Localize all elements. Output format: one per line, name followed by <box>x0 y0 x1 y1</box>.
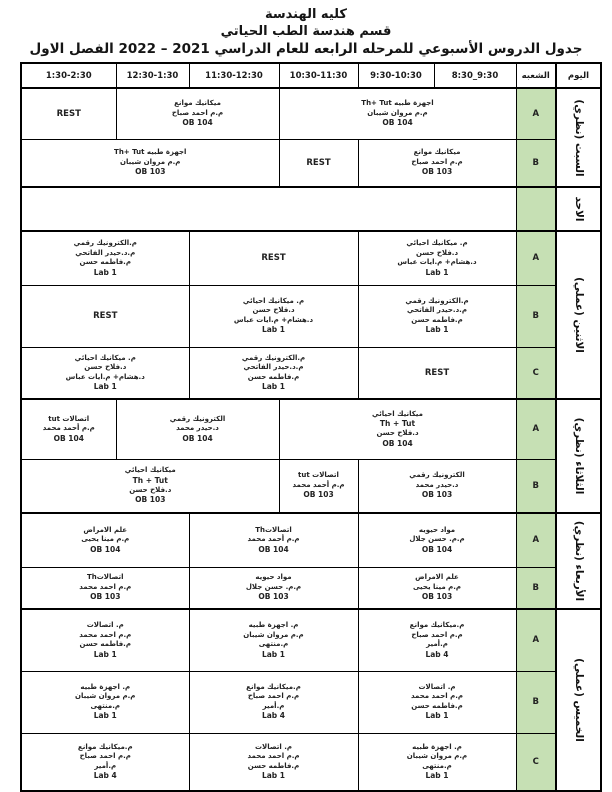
empty-cell <box>21 187 516 231</box>
timetable-row <box>21 285 601 347</box>
class-cell <box>21 459 279 513</box>
cell-line: OB 104 <box>421 544 453 554</box>
cell-line: م.م احمد صباح <box>247 692 300 701</box>
class-cell <box>358 513 516 567</box>
class-cell <box>358 459 516 513</box>
cell-line: Lab 1 <box>261 382 286 391</box>
class-cell <box>21 567 189 609</box>
cell-line: م.فاطمه حسن <box>247 372 300 381</box>
cell-line: م. اجهزة طبيه <box>248 621 299 629</box>
cell-line: Lab 1 <box>93 649 117 659</box>
cell-line: م.فاطمه حسن <box>411 701 463 710</box>
cell-line: Lab 1 <box>425 711 449 721</box>
cell-line: ميكانيك احيائي <box>124 466 176 475</box>
day-label: الاثنين (عملي) <box>556 231 601 399</box>
timetable-row <box>21 459 601 513</box>
cell-line: OB 104 <box>382 438 413 448</box>
cell-line: م.م احمد محمد <box>79 582 132 591</box>
timetable-row <box>21 399 601 459</box>
header-time-2: 10:30-11:30 <box>279 63 358 88</box>
cell-line: م.فاطمه حسن <box>411 315 463 324</box>
cell-line: د.فلاح حسن <box>376 429 419 438</box>
timetable-row <box>21 567 601 609</box>
cell-line: م.ميكانيك موانع <box>409 621 465 629</box>
section-cell <box>516 187 556 231</box>
cell-line: م. ميكانيك احيائي <box>74 353 136 362</box>
cell-line: م.منتهى <box>422 761 452 770</box>
college-title: كليه الهندسة <box>265 7 347 22</box>
cell-line: م.منتهى <box>258 640 289 648</box>
section-cell: A <box>516 399 556 459</box>
section-cell: B <box>516 671 556 733</box>
cell-line: م.م احمد محمد <box>410 692 464 701</box>
cell-line: Lab 1 <box>261 649 286 659</box>
timetable-row <box>21 231 601 285</box>
class-cell <box>358 733 516 791</box>
cell-line: م. اتصالات <box>86 621 124 629</box>
cell-line: د.هشام+ م.ايات عباس <box>233 315 314 324</box>
cell-line: م.م أحمد محمد <box>42 424 95 433</box>
schedule-title: جدول الدروس الأسبوعي للمرحله الرابعه للعام الدراسي 2021 – 2022 الفصل الاول <box>29 41 583 57</box>
class-cell <box>21 139 279 187</box>
cell-line: م.م مينا يحيى <box>81 535 130 544</box>
cell-line: م.م مروان شيبان <box>406 752 468 760</box>
page-titles <box>0 6 612 58</box>
cell-line: Lab 1 <box>425 771 449 780</box>
cell-line: م.د.حيدر الفاتحي <box>407 306 467 315</box>
cell-line: د.حيدر محمد <box>176 424 219 433</box>
cell-line: م.منتهى <box>90 701 121 710</box>
cell-line: Lab 1 <box>93 267 117 277</box>
class-cell <box>116 399 279 459</box>
cell-line: م.د.حيدر الفاتحي <box>243 363 304 371</box>
header-time-3: 11:30-12:30 <box>189 63 279 88</box>
cell-line: م.الكترونيك رقمي <box>405 296 469 305</box>
cell-line: Th + Tut <box>379 419 416 429</box>
cell-line: م.م. حسن جلال <box>409 535 465 544</box>
cell-line: اتصالات tut <box>298 471 339 480</box>
cell-line: م.م مروان شيبان <box>75 692 136 701</box>
class-cell <box>21 733 189 791</box>
cell-line: OB 103 <box>303 490 334 500</box>
cell-line: اجهزة طبيه Th+ Tut <box>114 148 187 157</box>
cell-line: OB 103 <box>421 592 453 602</box>
cell-line: ميكانيك موانع <box>413 148 461 157</box>
department-title: قسم هندسة الطب الحياتي <box>220 24 392 39</box>
cell-line: Lab 1 <box>261 771 286 780</box>
cell-line: م.د.حيدر الفاتحي <box>75 248 136 257</box>
cell-line: م.م احمد صباح <box>411 630 463 639</box>
timetable-row <box>21 733 601 791</box>
section-cell: C <box>516 347 556 399</box>
class-cell <box>189 609 358 671</box>
class-cell <box>21 671 189 733</box>
cell-line: Lab 1 <box>261 325 286 335</box>
class-cell <box>116 88 279 139</box>
cell-line: OB 103 <box>90 592 121 602</box>
cell-line: م.م احمد محمد <box>79 630 132 639</box>
class-cell <box>189 567 358 609</box>
timetable-row <box>21 609 601 671</box>
cell-line: Th + Tut <box>132 475 168 485</box>
class-cell <box>189 347 358 399</box>
cell-line: علم الامراض <box>83 525 128 534</box>
cell-line: د.فلاح حسن <box>252 306 295 315</box>
cell-line: د.هشام+ م.ايات عباس <box>397 258 477 266</box>
day-label: الاحد <box>556 187 601 231</box>
class-cell <box>21 513 189 567</box>
cell-line: الكترونيك رقمي <box>169 414 226 423</box>
cell-line: م.م مروان شيبان <box>120 157 181 166</box>
section-cell: A <box>516 231 556 285</box>
cell-line: م.م مينا يحيى <box>412 582 462 591</box>
timetable-row <box>21 139 601 187</box>
section-cell: B <box>516 285 556 347</box>
cell-line: م.م احمد صباح <box>79 752 131 760</box>
class-cell <box>358 671 516 733</box>
cell-line: OB 103 <box>135 495 166 505</box>
cell-line: د.حيدر محمد <box>415 480 459 489</box>
timetable-body <box>21 88 601 791</box>
class-cell <box>189 513 358 567</box>
cell-line: Lab 1 <box>425 267 449 277</box>
cell-line: Lab 4 <box>93 771 117 780</box>
class-cell <box>279 88 516 139</box>
class-cell <box>279 459 358 513</box>
cell-line: د.هشام+ م.ايات عباس <box>65 372 145 381</box>
section-cell: C <box>516 733 556 791</box>
cell-line: م.ميكانيك موانع <box>77 742 133 751</box>
cell-line: ميكانيك موانع <box>174 99 221 108</box>
class-cell <box>189 671 358 733</box>
cell-line: م. اجهزة طبيه <box>412 742 462 751</box>
cell-line: م.فاطمه حسن <box>247 761 300 770</box>
header-section: الشعبه <box>516 63 556 88</box>
section-cell: A <box>516 88 556 139</box>
cell-line: الكترونيك رقمي <box>409 471 465 480</box>
cell-line: OB 104 <box>258 544 289 554</box>
cell-line: م.م أحمد محمد <box>247 535 300 544</box>
section-cell: B <box>516 139 556 187</box>
cell-line: Lab 1 <box>93 711 117 721</box>
cell-line: OB 103 <box>135 167 166 177</box>
cell-line: م.ميكانيك موانع <box>246 682 301 691</box>
rest-cell: REST <box>21 285 189 347</box>
cell-line: م.م احمد صباح <box>171 108 224 117</box>
cell-line: م. ميكانيك احيائي <box>406 239 468 247</box>
cell-line: OB 104 <box>182 433 213 443</box>
cell-line: علم الامراض <box>415 573 459 582</box>
day-label: الخميس (عملي) <box>556 609 601 791</box>
cell-line: م.م احمد محمد <box>247 752 300 760</box>
class-cell <box>21 347 189 399</box>
day-label: الثلاثاء (نظري) <box>556 399 601 513</box>
cell-line: م.الكترونيك رقمي <box>73 239 137 247</box>
day-label: الأربعاء (نظري) <box>556 513 601 609</box>
cell-line: مواد حيويه <box>255 573 292 582</box>
cell-line: د.فلاح حسن <box>415 248 459 257</box>
class-cell <box>21 609 189 671</box>
cell-line: Lab 1 <box>425 325 449 335</box>
timetable-row <box>21 187 601 231</box>
timetable <box>20 62 602 792</box>
class-cell <box>358 567 516 609</box>
timetable-row <box>21 88 601 139</box>
cell-line: OB 103 <box>258 592 289 602</box>
cell-line: ميكانيك احيائي <box>372 409 423 418</box>
class-cell <box>358 139 516 187</box>
section-cell: A <box>516 513 556 567</box>
cell-line: م.م احمد صباح <box>411 157 463 166</box>
rest-cell: REST <box>21 88 116 139</box>
timetable-row <box>21 671 601 733</box>
cell-line: م.فاطمه حسن <box>79 640 131 648</box>
cell-line: اتصالاتTh <box>86 573 124 582</box>
cell-line: م.م مروان شيبان <box>243 630 304 639</box>
timetable-row <box>21 347 601 399</box>
day-label: السبت (نظري) <box>556 88 601 187</box>
cell-line: OB 103 <box>421 167 453 177</box>
cell-line: م. اتصالات <box>254 742 293 751</box>
section-cell: B <box>516 459 556 513</box>
rest-cell: REST <box>358 347 516 399</box>
cell-line: Lab 1 <box>93 382 117 391</box>
header-time-0: 8:30_9:30 <box>434 63 516 88</box>
header-row <box>21 63 601 88</box>
cell-line: م.م أحمد محمد <box>292 480 345 489</box>
timetable-row <box>21 513 601 567</box>
header-time-1: 9:30-10:30 <box>358 63 434 88</box>
cell-line: م.أمير <box>262 701 285 710</box>
header-time-4: 12:30-1:30 <box>116 63 189 88</box>
class-cell <box>21 231 189 285</box>
cell-line: م.أمير <box>94 761 117 770</box>
class-cell <box>189 285 358 347</box>
header-day: اليوم <box>556 63 601 88</box>
cell-line: Lab 4 <box>425 649 449 659</box>
section-cell: B <box>516 567 556 609</box>
class-cell <box>279 399 516 459</box>
header-time-5: 1:30-2:30 <box>21 63 116 88</box>
class-cell <box>358 609 516 671</box>
rest-cell: REST <box>189 231 358 285</box>
class-cell <box>358 231 516 285</box>
cell-line: OB 104 <box>382 118 413 128</box>
cell-line: Lab 4 <box>261 711 286 721</box>
cell-line: م. ميكانيك احيائي <box>242 296 305 305</box>
class-cell <box>189 733 358 791</box>
cell-line: م.فاطمه حسن <box>79 258 131 266</box>
section-cell: A <box>516 609 556 671</box>
cell-line: OB 104 <box>182 118 213 128</box>
cell-line: م. اتصالات <box>418 682 456 691</box>
cell-line: م.م. حسن جلال <box>245 582 302 591</box>
cell-line: OB 104 <box>90 544 121 554</box>
cell-line: م.م مروان شيبان <box>367 108 428 117</box>
cell-line: اجهزة طبيه Th+ Tut <box>361 99 434 108</box>
rest-cell: REST <box>279 139 358 187</box>
cell-line: م.الكترونيك رقمي <box>241 353 306 362</box>
cell-line: اتصالاتTh <box>255 525 292 534</box>
cell-line: د.فلاح حسن <box>129 485 172 494</box>
cell-line: OB 104 <box>53 433 84 443</box>
cell-line: د.فلاح حسن <box>84 363 127 371</box>
cell-line: OB 103 <box>421 490 453 500</box>
class-cell <box>358 285 516 347</box>
cell-line: مواد حيويه <box>418 525 456 534</box>
cell-line: م.أمير <box>426 640 448 648</box>
cell-line: اتصالات tut <box>48 414 90 423</box>
cell-line: م. اجهزة طبيه <box>80 682 131 691</box>
class-cell <box>21 399 116 459</box>
